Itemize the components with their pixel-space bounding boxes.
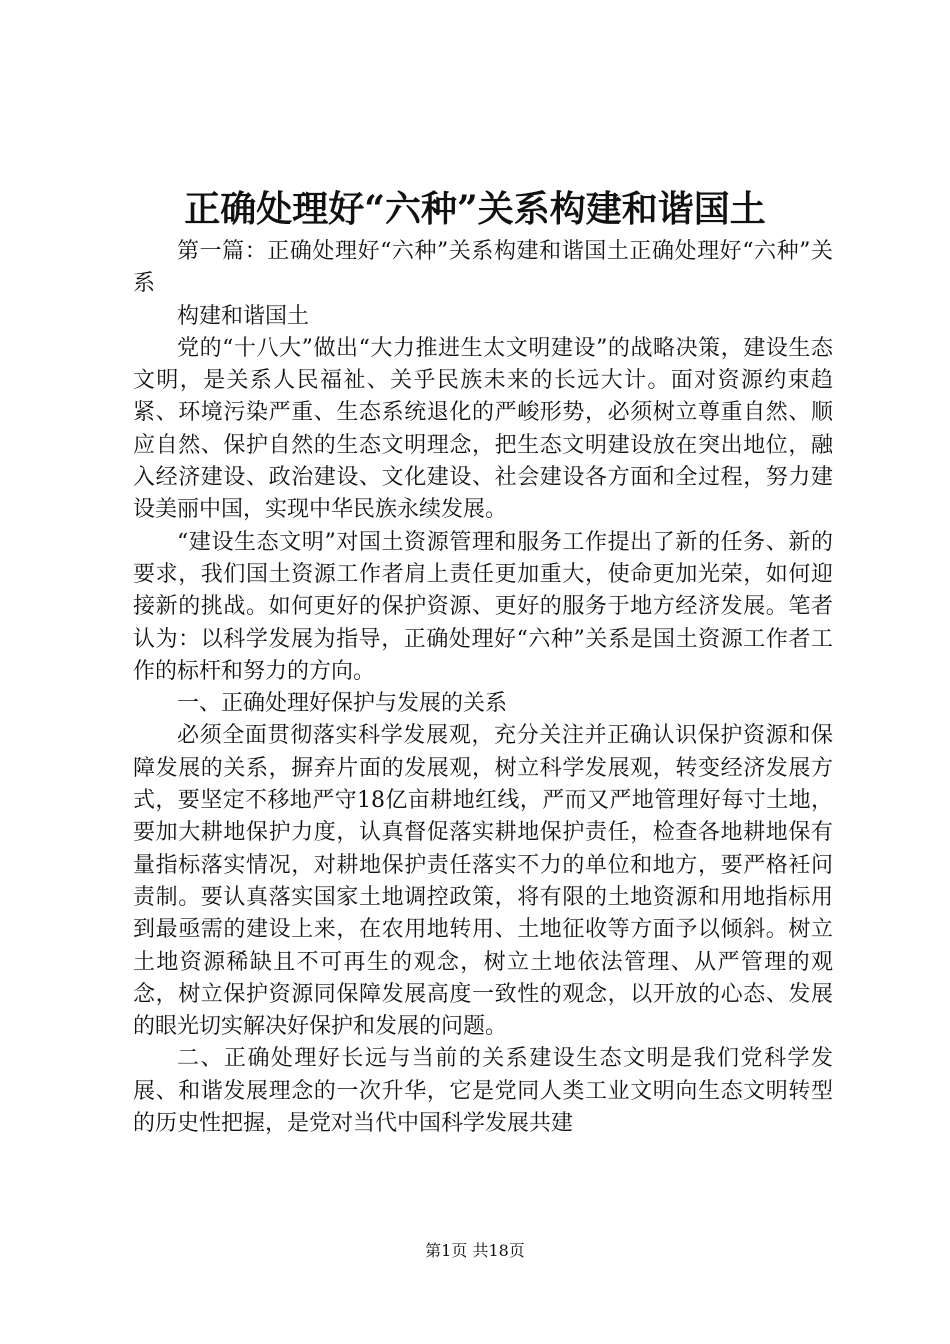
paragraph-intro: 党的“十八大”做出“大力推进生太文明建设”的战略决策，建设生态文明，是关系人民福祉、关乎民族未来的长远大计。面对资源约束趋紧、环境污染严重、生态系统退化的严峻形势，必须树立尊重自然、顺应自然、保护自然的生态文明理念，把生态文明建设放在突出地位，融入经济建设、政治建设、文化建设、社会建设各方面和全过程，努力建设美丽中国，实现中华民族永续发展。 xyxy=(133,335,833,523)
document-body xyxy=(133,236,833,1140)
page-footer: 第1页 共18页 xyxy=(425,1241,525,1260)
document-title: 正确处理好“六种”关系构建和谐国土 xyxy=(184,188,766,230)
paragraph-section-one: 必须全面贯彻落实科学发展观，充分关注并正确认识保护资源和保障发展的关系，摒弃片面的发展观，树立科学发展观，转变经济发展方式，要坚定不移地严守18亿亩耕地红线，严而又严地管理好每寸土地，要加大耕地保护力度，认真督促落实耕地保护责任，检查各地耕地保有量指标落实情况，对耕地保护责任落实不力的单位和地方，要严格衽问责制。要认真落实国家土地调控政策，将有限的土地资源和用地指标用到最亟需的建设上来，在农用地转用、土地征收等方面予以倾斜。树立土地资源稀缺且不可再生的观念，树立土地依法管理、从严管理的观念，树立保护资源同保障发展高度一致性的观念，以开放的心态、发展的眼光切实解决好保护和发展的问题。 xyxy=(133,723,833,1040)
paragraph-heading-first-part: 第一篇：正确处理好“六种”关系构建和谐国土正确处理好“六种”关系 xyxy=(133,239,833,297)
paragraph-subtitle: 构建和谐国土 xyxy=(177,303,310,329)
section-heading-one: 一、正确处理好保护与发展的关系 xyxy=(177,691,508,717)
section-heading-two: 二、正确处理好长远与当前的关系建设生态文明是我们党科学发展、和谐发展理念的一次升华，它是党同人类工业文明向生态文明转型的历史性把握，是党对当代中国科学发展共建 xyxy=(133,1046,833,1137)
paragraph-context: “建设生态文明”对国土资源管理和服务工作提出了新的任务、新的要求，我们国土资源工作者肩上责任更加重大，使命更加光荣，如何迎接新的挑战。如何更好的保护资源、更好的服务于地方经济发展。笔者认为：以科学发展为指导，正确处理好“六种”关系是国土资源工作者工作的标杆和努力的方向。 xyxy=(133,529,833,684)
